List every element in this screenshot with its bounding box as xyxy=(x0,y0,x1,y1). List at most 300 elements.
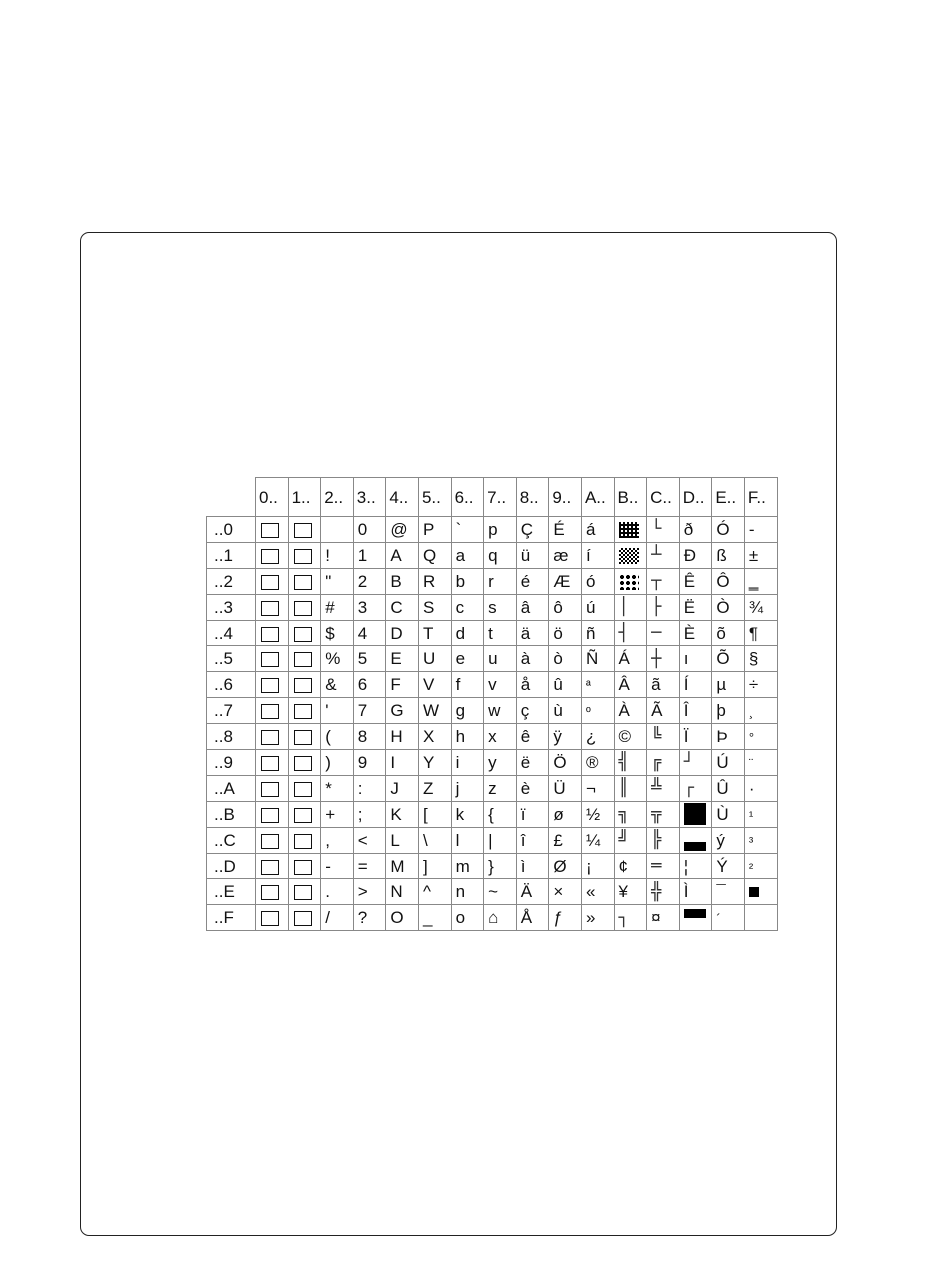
char-cell xyxy=(549,724,582,750)
char-cell xyxy=(353,568,386,594)
table-row xyxy=(207,775,778,801)
char-glyph: ì xyxy=(520,856,526,876)
char-glyph: , xyxy=(325,830,330,850)
char-cell xyxy=(744,646,777,672)
char-glyph: 2 xyxy=(357,571,368,591)
char-glyph: k xyxy=(455,804,465,824)
char-cell xyxy=(744,775,777,801)
char-cell xyxy=(712,672,745,698)
char-cell xyxy=(418,517,451,543)
char-cell xyxy=(516,775,549,801)
table-row xyxy=(207,698,778,724)
char-glyph: Ã xyxy=(651,701,663,721)
char-glyph: j xyxy=(455,778,460,798)
char-glyph: ö xyxy=(553,623,563,643)
char-cell xyxy=(484,517,517,543)
char-glyph: n xyxy=(455,882,466,902)
char-glyph: ` xyxy=(455,519,462,539)
char-cell xyxy=(679,568,712,594)
char-cell xyxy=(712,724,745,750)
char-cell xyxy=(614,905,647,931)
char-glyph: : xyxy=(357,778,363,798)
char-glyph: û xyxy=(553,675,563,695)
char-cell xyxy=(647,905,680,931)
empty-box-glyph xyxy=(294,885,312,900)
char-cell xyxy=(353,775,386,801)
char-cell xyxy=(712,517,745,543)
char-cell xyxy=(288,724,321,750)
empty-box-glyph xyxy=(294,756,312,771)
char-cell xyxy=(679,775,712,801)
table-row xyxy=(207,646,778,672)
char-glyph: M xyxy=(390,856,405,876)
char-glyph: A xyxy=(390,545,402,565)
char-cell xyxy=(321,568,354,594)
char-cell xyxy=(679,620,712,646)
char-glyph: · xyxy=(748,778,755,798)
char-cell xyxy=(744,827,777,853)
char-glyph: a xyxy=(455,545,466,565)
char-cell xyxy=(451,698,484,724)
char-glyph: ¢ xyxy=(618,856,628,876)
char-glyph: ñ xyxy=(585,623,596,643)
char-glyph: Ê xyxy=(683,571,696,591)
char-glyph: - xyxy=(325,856,331,876)
char-cell xyxy=(516,517,549,543)
char-glyph: ¯ xyxy=(716,882,726,902)
char-glyph: L xyxy=(390,830,400,850)
char-glyph: Ü xyxy=(553,778,566,798)
char-cell xyxy=(614,672,647,698)
char-cell xyxy=(418,594,451,620)
char-glyph: ² xyxy=(748,859,754,875)
char-cell xyxy=(353,905,386,931)
char-cell xyxy=(256,853,289,879)
char-cell xyxy=(679,698,712,724)
column-header: 1.. xyxy=(288,478,321,517)
char-glyph: § xyxy=(748,649,759,669)
char-cell xyxy=(484,724,517,750)
char-cell xyxy=(581,568,614,594)
char-cell xyxy=(321,542,354,568)
char-glyph: ! xyxy=(325,545,330,565)
char-cell xyxy=(581,724,614,750)
char-glyph: Þ xyxy=(716,727,728,747)
char-glyph: ─ xyxy=(651,623,662,643)
char-cell xyxy=(744,879,777,905)
char-glyph: O xyxy=(390,908,404,928)
char-glyph: ┼ xyxy=(651,648,662,669)
char-cell xyxy=(451,750,484,776)
char-cell xyxy=(712,853,745,879)
char-glyph: ü xyxy=(520,545,531,565)
char-glyph: ┬ xyxy=(651,571,662,592)
char-cell xyxy=(581,517,614,543)
char-cell xyxy=(549,594,582,620)
char-glyph: æ xyxy=(553,545,569,565)
char-glyph: | xyxy=(488,830,493,850)
dark-shade-glyph xyxy=(619,574,639,590)
char-cell xyxy=(451,853,484,879)
char-cell xyxy=(679,853,712,879)
char-glyph: ò xyxy=(553,649,563,669)
char-cell xyxy=(353,879,386,905)
row-header: ..5 xyxy=(207,646,256,672)
empty-box-glyph xyxy=(294,782,312,797)
char-glyph: ) xyxy=(325,752,331,772)
row-header: ..A xyxy=(207,775,256,801)
row-header: ..D xyxy=(207,853,256,879)
char-cell xyxy=(744,594,777,620)
char-cell xyxy=(581,698,614,724)
char-glyph: Æ xyxy=(553,571,571,591)
char-glyph: ¥ xyxy=(618,882,628,902)
char-cell xyxy=(581,905,614,931)
char-cell xyxy=(679,750,712,776)
empty-box-glyph xyxy=(261,756,279,771)
char-glyph: » xyxy=(585,908,596,928)
column-header: 4.. xyxy=(386,478,419,517)
char-cell xyxy=(386,827,419,853)
char-glyph: * xyxy=(325,778,332,798)
table-row xyxy=(207,568,778,594)
char-cell xyxy=(321,672,354,698)
table-row xyxy=(207,542,778,568)
char-cell xyxy=(321,594,354,620)
char-cell xyxy=(647,775,680,801)
char-cell xyxy=(288,750,321,776)
char-cell xyxy=(451,775,484,801)
char-glyph: │ xyxy=(618,597,629,618)
char-glyph: µ xyxy=(716,675,727,695)
char-glyph: & xyxy=(325,675,337,695)
char-glyph: 3 xyxy=(357,597,368,617)
table-row xyxy=(207,672,778,698)
char-cell xyxy=(516,879,549,905)
char-glyph: ' xyxy=(325,701,329,721)
empty-box-glyph xyxy=(261,627,279,642)
char-glyph: Õ xyxy=(716,649,730,669)
empty-box-glyph xyxy=(261,575,279,590)
char-cell xyxy=(451,801,484,827)
char-cell xyxy=(679,672,712,698)
empty-box-glyph xyxy=(294,601,312,616)
char-cell xyxy=(288,698,321,724)
row-header: ..4 xyxy=(207,620,256,646)
char-cell xyxy=(516,542,549,568)
char-glyph: X xyxy=(422,727,435,747)
char-glyph: ¾ xyxy=(748,597,764,617)
char-glyph: ┴ xyxy=(651,545,662,566)
char-cell xyxy=(418,827,451,853)
char-glyph: 6 xyxy=(357,675,368,695)
char-glyph: ╦ xyxy=(651,804,662,825)
char-glyph: â xyxy=(520,597,531,617)
char-glyph: ~ xyxy=(488,882,499,902)
char-cell xyxy=(679,646,712,672)
char-glyph: " xyxy=(325,571,332,591)
char-glyph: f xyxy=(455,675,461,695)
char-glyph: } xyxy=(488,856,494,876)
column-header: A.. xyxy=(581,478,614,517)
char-glyph: í xyxy=(585,545,591,565)
char-glyph: G xyxy=(390,701,404,721)
char-glyph: î xyxy=(520,830,526,850)
char-cell xyxy=(614,801,647,827)
column-header: 5.. xyxy=(418,478,451,517)
char-glyph: C xyxy=(390,597,403,617)
char-cell xyxy=(256,646,289,672)
char-glyph: { xyxy=(488,804,494,824)
char-cell xyxy=(484,853,517,879)
column-header: 0.. xyxy=(256,478,289,517)
char-glyph: ß xyxy=(716,545,727,565)
char-cell xyxy=(679,827,712,853)
char-glyph: Ï xyxy=(683,727,689,747)
char-cell xyxy=(288,542,321,568)
char-glyph: © xyxy=(618,727,632,747)
char-cell xyxy=(256,594,289,620)
char-glyph: - xyxy=(748,519,755,539)
column-header: B.. xyxy=(614,478,647,517)
char-cell xyxy=(484,672,517,698)
char-cell xyxy=(451,568,484,594)
column-header: 8.. xyxy=(516,478,549,517)
char-glyph: À xyxy=(618,701,630,721)
char-glyph: É xyxy=(553,519,565,539)
char-cell xyxy=(386,801,419,827)
char-glyph: ( xyxy=(325,727,331,747)
char-cell xyxy=(484,750,517,776)
char-cell xyxy=(516,594,549,620)
char-glyph: V xyxy=(422,675,435,695)
char-cell xyxy=(353,594,386,620)
char-cell xyxy=(614,698,647,724)
char-glyph: Ô xyxy=(716,571,730,591)
char-glyph: Ö xyxy=(553,752,567,772)
char-glyph: ¸ xyxy=(748,704,754,720)
char-glyph: r xyxy=(488,571,494,591)
char-cell xyxy=(581,775,614,801)
char-glyph: B xyxy=(390,571,402,591)
char-cell xyxy=(516,672,549,698)
char-glyph: ± xyxy=(748,545,759,565)
char-cell xyxy=(256,905,289,931)
empty-box-glyph xyxy=(294,523,312,538)
char-cell xyxy=(353,517,386,543)
char-cell xyxy=(288,672,321,698)
char-glyph: N xyxy=(390,882,403,902)
char-cell xyxy=(744,542,777,568)
char-cell xyxy=(451,517,484,543)
char-cell xyxy=(288,646,321,672)
char-glyph: 0 xyxy=(357,519,368,539)
empty-box-glyph xyxy=(261,523,279,538)
char-glyph: Û xyxy=(716,778,729,798)
char-cell xyxy=(647,672,680,698)
char-cell xyxy=(679,801,712,827)
char-cell xyxy=(549,672,582,698)
char-glyph: $ xyxy=(325,623,335,643)
char-cell xyxy=(256,568,289,594)
char-cell xyxy=(549,775,582,801)
char-cell xyxy=(581,750,614,776)
char-glyph: þ xyxy=(716,701,726,721)
char-cell xyxy=(712,646,745,672)
char-cell xyxy=(614,594,647,620)
char-glyph: └ xyxy=(651,519,662,540)
char-cell xyxy=(516,620,549,646)
char-cell xyxy=(712,905,745,931)
char-cell xyxy=(647,801,680,827)
char-glyph: ├ xyxy=(651,597,662,618)
char-cell xyxy=(549,801,582,827)
char-cell xyxy=(256,517,289,543)
char-glyph: 8 xyxy=(357,727,368,747)
char-cell xyxy=(549,853,582,879)
char-glyph: « xyxy=(585,882,596,902)
char-glyph: Ú xyxy=(716,752,729,772)
char-glyph: K xyxy=(390,804,402,824)
char-cell xyxy=(712,827,745,853)
char-cell xyxy=(484,827,517,853)
char-glyph: Ä xyxy=(520,882,533,902)
char-glyph: ä xyxy=(520,623,531,643)
row-header: ..3 xyxy=(207,594,256,620)
char-cell xyxy=(712,542,745,568)
char-glyph: é xyxy=(520,571,531,591)
char-glyph: o xyxy=(455,908,466,928)
char-glyph: ┤ xyxy=(618,623,629,643)
char-cell xyxy=(256,801,289,827)
char-glyph: ┐ xyxy=(618,907,629,928)
char-cell xyxy=(614,879,647,905)
char-glyph: ╣ xyxy=(618,752,629,773)
char-glyph: ═ xyxy=(651,856,662,877)
char-glyph: e xyxy=(455,649,466,669)
char-cell xyxy=(744,905,777,931)
char-glyph: ¡ xyxy=(585,856,592,876)
char-glyph: R xyxy=(422,571,436,591)
char-glyph: \ xyxy=(422,830,428,850)
row-header: ..2 xyxy=(207,568,256,594)
char-glyph: Ù xyxy=(716,804,729,824)
char-cell xyxy=(614,568,647,594)
char-cell xyxy=(679,724,712,750)
char-cell xyxy=(484,620,517,646)
row-header: ..F xyxy=(207,905,256,931)
char-cell xyxy=(451,724,484,750)
char-glyph: ® xyxy=(585,752,599,772)
char-cell xyxy=(679,879,712,905)
column-header: 6.. xyxy=(451,478,484,517)
char-glyph: y xyxy=(488,752,497,772)
char-glyph: s xyxy=(488,597,497,617)
char-cell xyxy=(288,594,321,620)
char-cell xyxy=(386,879,419,905)
char-glyph: ¨ xyxy=(748,755,754,771)
char-cell xyxy=(386,905,419,931)
row-header: ..9 xyxy=(207,750,256,776)
empty-box-glyph xyxy=(294,860,312,875)
char-glyph: b xyxy=(455,571,466,591)
char-cell xyxy=(386,517,419,543)
char-cell xyxy=(484,646,517,672)
char-glyph: J xyxy=(390,778,399,798)
char-cell xyxy=(581,620,614,646)
char-cell xyxy=(256,827,289,853)
char-glyph: ¬ xyxy=(585,778,596,798)
char-glyph: ƒ xyxy=(553,908,563,928)
char-glyph: ¼ xyxy=(585,830,601,850)
char-cell xyxy=(712,698,745,724)
table-row xyxy=(207,853,778,879)
char-glyph: Y xyxy=(422,752,435,772)
char-cell xyxy=(712,594,745,620)
char-glyph: [ xyxy=(422,804,428,824)
char-cell xyxy=(516,750,549,776)
char-cell xyxy=(484,905,517,931)
char-cell xyxy=(614,750,647,776)
medium-shade-glyph xyxy=(619,548,639,564)
char-glyph: ° xyxy=(748,730,755,746)
char-glyph: ´ xyxy=(716,911,721,927)
char-glyph: Á xyxy=(618,649,630,669)
char-glyph: ï xyxy=(520,804,526,824)
char-cell xyxy=(516,568,549,594)
char-cell xyxy=(386,594,419,620)
char-glyph: + xyxy=(325,804,336,824)
char-cell xyxy=(451,620,484,646)
column-header: F.. xyxy=(744,478,777,517)
char-glyph: 1 xyxy=(357,545,368,565)
row-header: ..7 xyxy=(207,698,256,724)
empty-box-glyph xyxy=(261,601,279,616)
char-cell xyxy=(418,620,451,646)
char-cell xyxy=(418,905,451,931)
char-glyph: ; xyxy=(357,804,363,824)
full-block-glyph xyxy=(684,803,706,825)
char-glyph: x xyxy=(488,727,497,747)
code-page-table xyxy=(206,477,778,931)
empty-box-glyph xyxy=(261,704,279,719)
table-row xyxy=(207,620,778,646)
char-glyph: ÷ xyxy=(748,675,759,695)
char-cell xyxy=(744,568,777,594)
empty-box-glyph xyxy=(294,730,312,745)
empty-box-glyph xyxy=(261,911,279,926)
char-glyph: T xyxy=(422,623,434,643)
char-glyph: h xyxy=(455,727,466,747)
char-glyph: ¦ xyxy=(683,856,689,876)
char-glyph: d xyxy=(455,623,466,643)
char-cell xyxy=(353,620,386,646)
char-cell xyxy=(744,801,777,827)
row-header: ..E xyxy=(207,879,256,905)
char-cell xyxy=(647,620,680,646)
empty-box-glyph xyxy=(294,678,312,693)
char-glyph: × xyxy=(553,882,564,902)
char-cell xyxy=(484,594,517,620)
char-glyph: Ç xyxy=(520,519,534,539)
char-cell xyxy=(256,750,289,776)
char-cell xyxy=(288,517,321,543)
char-glyph: ╚ xyxy=(651,726,662,747)
char-glyph: g xyxy=(455,701,466,721)
char-glyph: ª xyxy=(585,678,591,694)
char-glyph: ê xyxy=(520,727,531,747)
char-cell xyxy=(418,568,451,594)
